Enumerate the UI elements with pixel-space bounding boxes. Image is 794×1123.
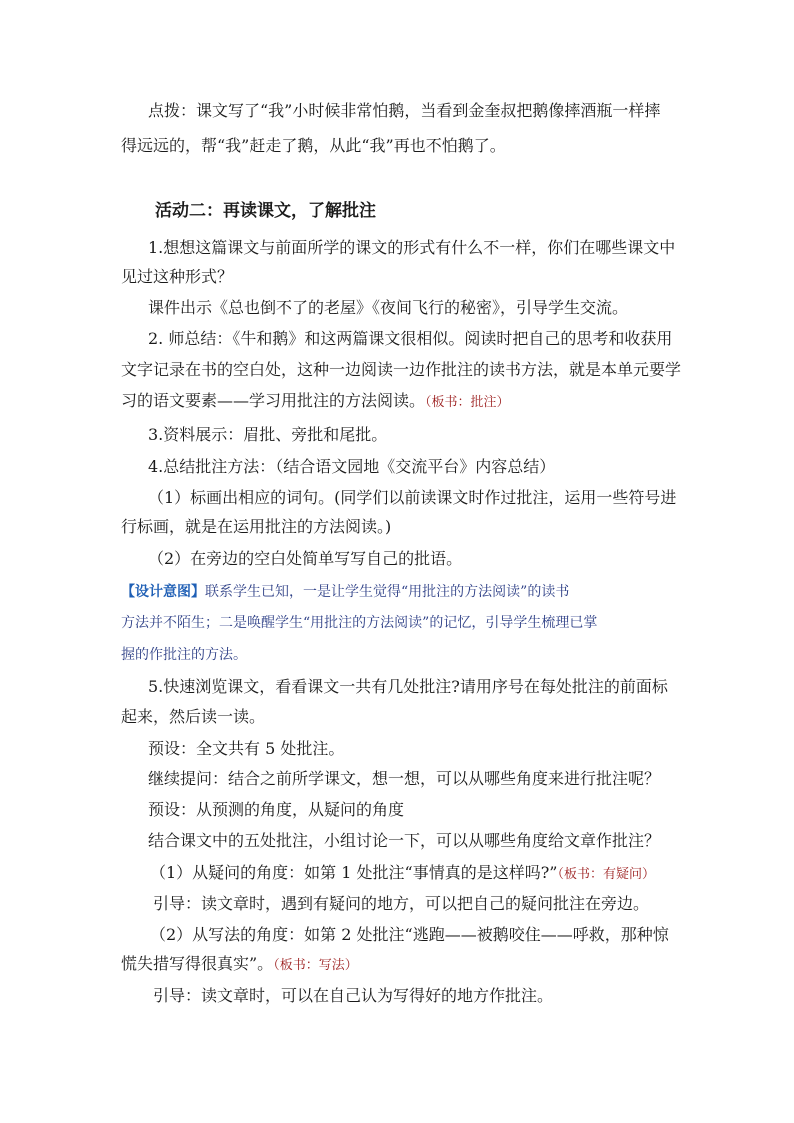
followup-line: 继续提问：结合之前所学课文，想一想，可以从哪些角度来进行批注呢？: [148, 769, 661, 788]
item-5-line-1: 5.快速浏览课文，看看课文一共有几处批注?请用序号在每处批注的前面标: [148, 677, 668, 696]
angle-2-line-2: [121, 953, 358, 977]
board-question-annotation: （板书：有疑问）: [557, 867, 655, 882]
hint-line-1: 点拨：课文写了“我”小时候非常怕鹅，当看到金奎叔把鹅像摔酒瓶一样摔: [148, 101, 661, 120]
angle-2-line-1: （2）从写法的角度：如第 2 处批注“逃跑——被鹅咬住——呼救，那种惊: [150, 925, 669, 944]
courseware-line: 课件出示《总也倒不了的老屋》《夜间飞行的秘密》，引导学生交流。: [148, 298, 629, 317]
angle-2-text: 慌失措写得很真实”。: [121, 954, 274, 973]
method-2-line: （2）在旁边的空白处简单写写自己的批语。: [148, 549, 463, 568]
guide-2-line: 引导：读文章时，可以在自己认为写得好的地方作批注。: [153, 986, 554, 1005]
design-intent-text-1: 联系学生已知，一是让学生觉得“用批注的方法阅读”的读书: [205, 584, 570, 600]
item-1-line-2: 见过这种形式？: [121, 267, 234, 286]
item-4-line: 4.总结批注方法：（结合语文园地《交流平台》内容总结）: [148, 457, 556, 476]
angle-1-text: （1）从疑问的角度：如第 1 处批注“事情真的是这样吗?”: [150, 863, 558, 882]
activity-2-heading: 活动二：再读课文，了解批注: [155, 201, 376, 221]
angle-1-line: [150, 862, 655, 886]
item-2-line-3-text: 习的语文要素——学习用批注的方法阅读。: [121, 391, 426, 410]
hint-line-2: 得远远的，帮“我”赶走了鹅，从此“我”再也不怕鹅了。: [121, 136, 506, 155]
board-writing-annotation: （板书：写法）: [273, 958, 358, 973]
method-1-line-1: （1）标画出相应的词句。(同学们以前读课文时作过批注，运用一些符号进: [148, 488, 677, 507]
discussion-line: 结合课文中的五处批注，小组讨论一下，可以从哪些角度给文章作批注？: [148, 831, 661, 850]
design-intent-line-1: [121, 580, 569, 603]
design-intent-line-3: 握的作批注的方法。: [121, 647, 247, 663]
design-intent-line-2: 方法并不陌生；二是唤醒学生“用批注的方法阅读”的记忆，引导学生梳理已掌: [121, 615, 598, 631]
preset-1-line: 预设：全文共有 5 处批注。: [148, 739, 345, 758]
item-5-line-2: 起来，然后读一读。: [121, 707, 266, 726]
item-1-line-1: 1.想想这篇课文与前面所学的课文的形式有什么不一样，你们在哪些课文中: [148, 238, 676, 257]
guide-1-line: 引导：读文章时，遇到有疑问的地方，可以把自己的疑问批注在旁边。: [153, 894, 650, 913]
method-1-line-2: 行标画，就是在运用批注的方法阅读。): [121, 517, 392, 536]
item-2-line-1: 2. 师总结：《牛和鹅》和这两篇课文很相似。阅读时把自己的思考和收获用: [148, 329, 673, 348]
item-2-line-2: 文字记录在书的空白处，这种一边阅读一边作批注的读书方法，就是本单元要学: [121, 360, 682, 379]
design-intent-tag: 【设计意图】: [121, 584, 205, 600]
item-3-line: 3.资料展示：眉批、旁批和尾批。: [148, 425, 388, 444]
board-note-annotation: （板书：批注）: [425, 395, 510, 410]
item-2-line-3: [121, 390, 510, 414]
preset-2-line: 预设：从预测的角度，从疑问的角度: [148, 800, 405, 819]
